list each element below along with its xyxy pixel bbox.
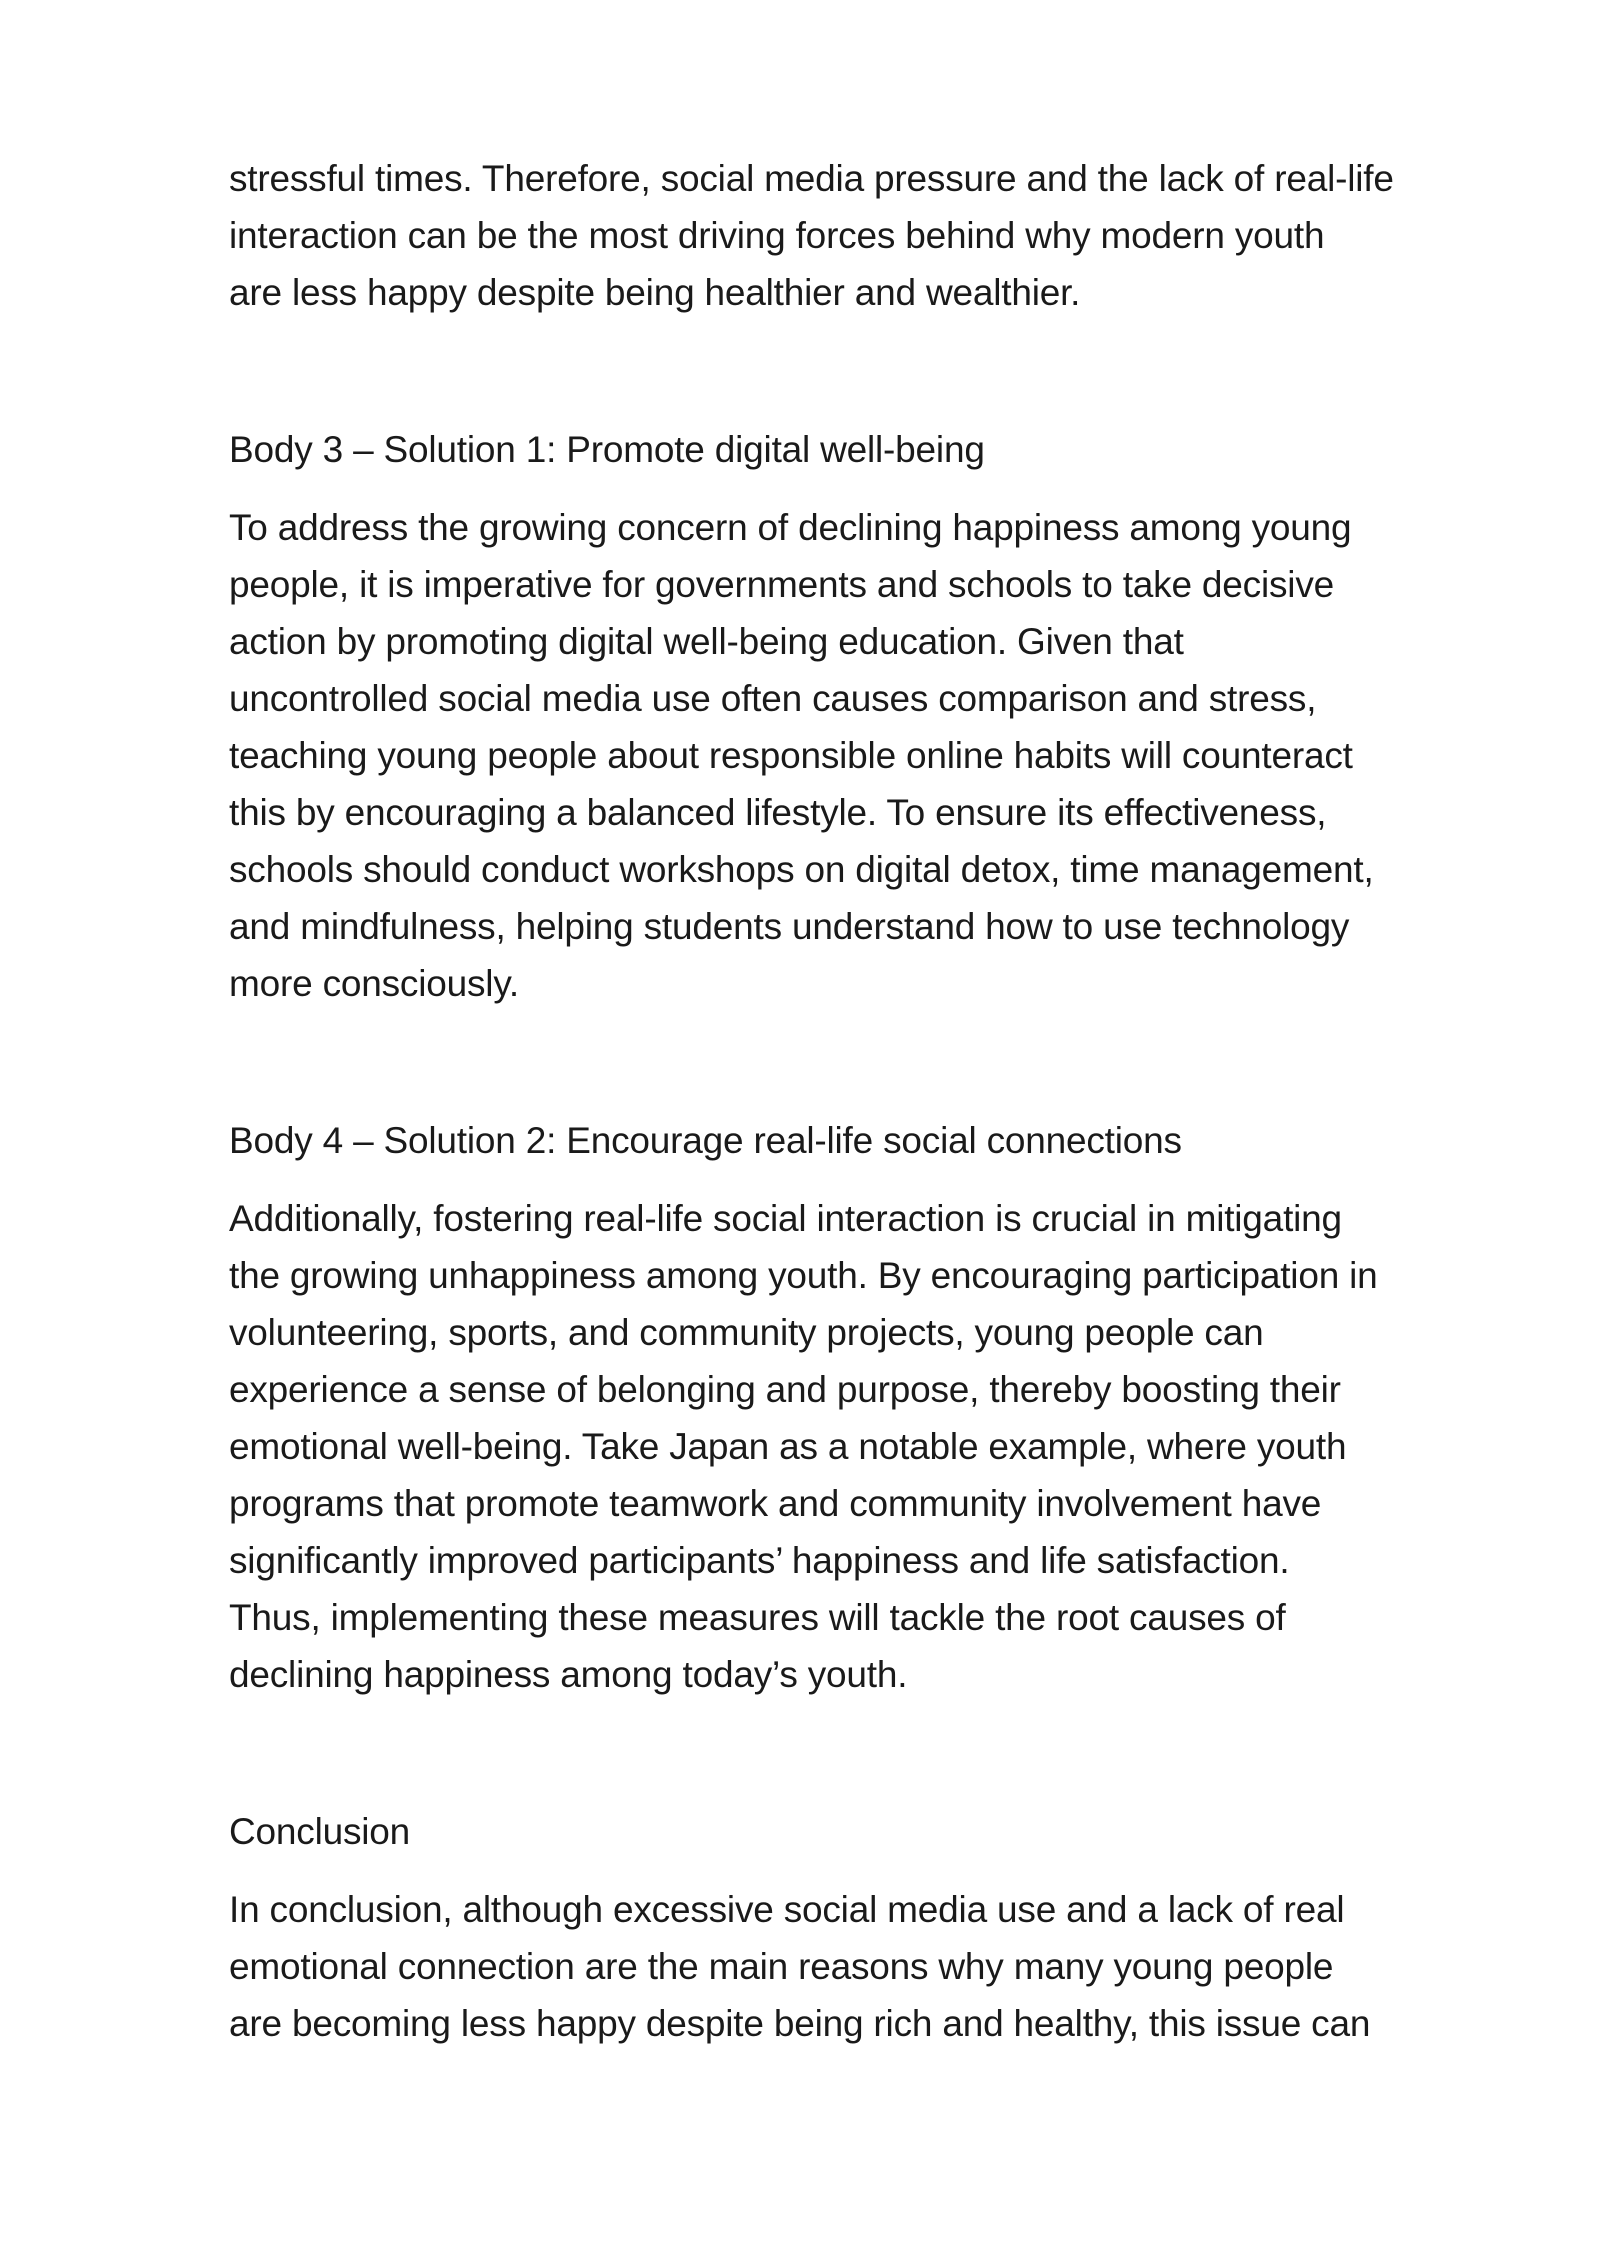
section-heading: Body 4 – Solution 2: Encourage real-life social connections (229, 1120, 1182, 1161)
paragraph-line: are less happy despite being healthier and wealthier. (229, 272, 1081, 313)
document-body (229, 150, 1529, 2052)
section-gap (229, 1012, 1529, 1112)
paragraph-line: significantly improved participants’ happiness and life satisfaction. (229, 1540, 1290, 1581)
section-heading-conclusion (229, 1803, 1529, 1860)
paragraph-line: stressful times. Therefore, social media pressure and the lack of real-life (229, 158, 1394, 199)
paragraph-line: experience a sense of belonging and purpose, thereby boosting their (229, 1369, 1341, 1410)
section-heading: Conclusion (229, 1811, 411, 1852)
section-gap (229, 1703, 1529, 1803)
paragraph-line: and mindfulness, helping students understand how to use technology (229, 906, 1350, 947)
paragraph-line: Thus, implementing these measures will tackle the root causes of (229, 1597, 1286, 1638)
paragraph-line: are becoming less happy despite being rich and healthy, this issue can (229, 2003, 1371, 2044)
paragraph-line: more consciously. (229, 963, 519, 1004)
paragraph-line: Additionally, fostering real-life social interaction is crucial in mitigating (229, 1198, 1342, 1239)
paragraph-line: schools should conduct workshops on digital detox, time management, (229, 849, 1374, 890)
heading-gap (229, 1860, 1529, 1881)
section-heading-body3 (229, 421, 1529, 478)
paragraph-line: interaction can be the most driving forces behind why modern youth (229, 215, 1325, 256)
body4-paragraph (229, 1190, 1529, 1703)
paragraph-line: volunteering, sports, and community projects, young people can (229, 1312, 1264, 1353)
paragraph-line: In conclusion, although excessive social media use and a lack of real (229, 1889, 1345, 1930)
heading-gap (229, 478, 1529, 499)
conclusion-paragraph (229, 1881, 1529, 2052)
paragraph-line: people, it is imperative for governments and schools to take decisive (229, 564, 1334, 605)
paragraph-line: uncontrolled social media use often causes comparison and stress, (229, 678, 1317, 719)
section-gap (229, 321, 1529, 421)
paragraph-line: programs that promote teamwork and community involvement have (229, 1483, 1322, 1524)
intro-paragraph (229, 150, 1529, 321)
paragraph-line: declining happiness among today’s youth. (229, 1654, 908, 1695)
paragraph-line: action by promoting digital well-being education. Given that (229, 621, 1184, 662)
heading-gap (229, 1169, 1529, 1190)
section-heading-body4 (229, 1112, 1529, 1169)
paragraph-line: teaching young people about responsible online habits will counteract (229, 735, 1353, 776)
body3-paragraph (229, 499, 1529, 1012)
paragraph-line: emotional connection are the main reasons why many young people (229, 1946, 1334, 1987)
paragraph-line: the growing unhappiness among youth. By encouraging participation in (229, 1255, 1378, 1296)
paragraph-line: this by encouraging a balanced lifestyle. To ensure its effectiveness, (229, 792, 1327, 833)
paragraph-line: To address the growing concern of declining happiness among young (229, 507, 1352, 548)
paragraph-line: emotional well-being. Take Japan as a notable example, where youth (229, 1426, 1347, 1467)
section-heading: Body 3 – Solution 1: Promote digital well-being (229, 429, 985, 470)
